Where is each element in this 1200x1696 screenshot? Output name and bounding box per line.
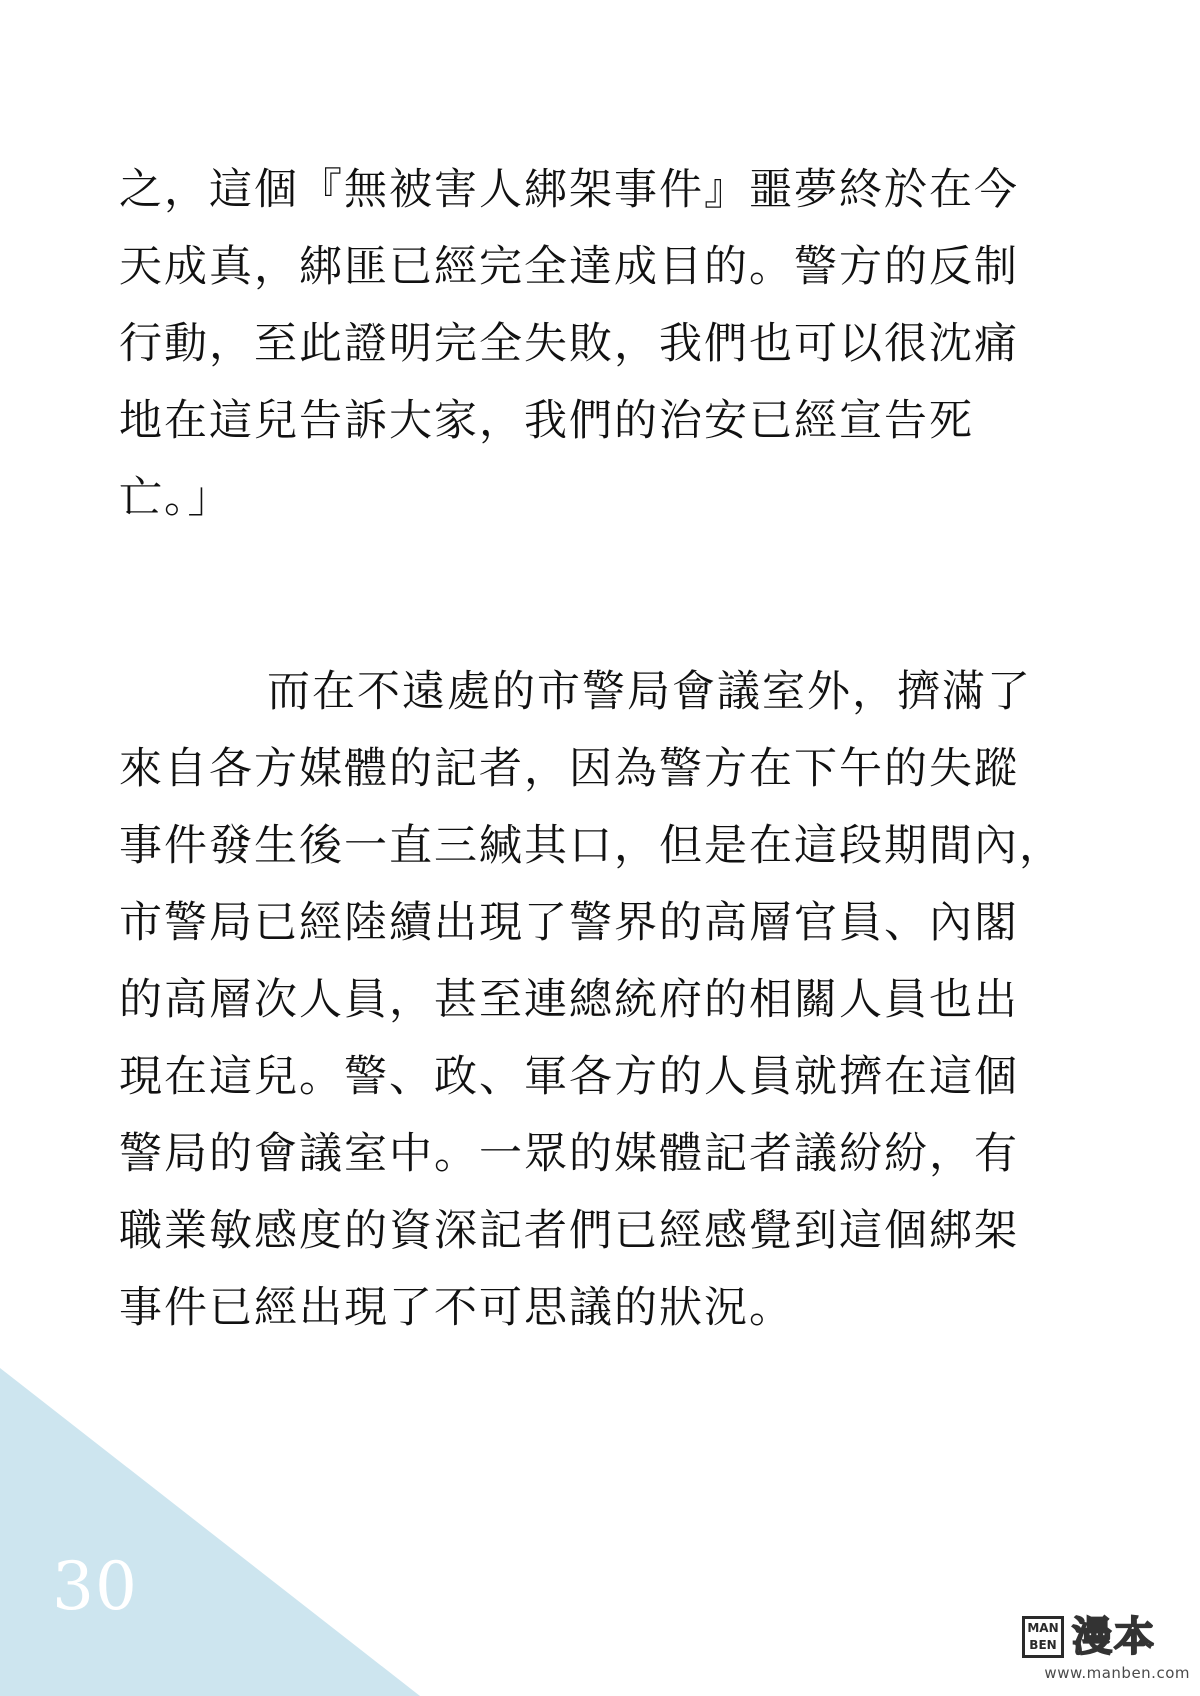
text-line: 警局的會議室中。一眾的媒體記者議紛紛，有	[119, 1129, 1019, 1179]
text-line-indented: 而在不遠處的市警局會議室外，擠滿了	[267, 667, 1032, 717]
text-line: 來自各方媒體的記者，因為警方在下午的失蹤	[119, 744, 1019, 794]
text-line: 天成真，綁匪已經完全達成目的。警方的反制	[119, 242, 1019, 292]
page-number: 30	[52, 1548, 138, 1625]
text-line: 市警局已經陸續出現了警界的高層官員、內閣	[119, 898, 1019, 948]
watermark-logo-icon: MAN BEN	[1022, 1616, 1064, 1658]
text-line: 亡。」	[119, 473, 233, 523]
watermark-name: 漫本	[1072, 1614, 1156, 1660]
paragraph-1	[119, 152, 1099, 537]
text-line: 地在這兒告訴大家，我們的治安已經宣告死	[119, 396, 974, 446]
text-line: 行動，至此證明完全失敗，我們也可以很沈痛	[119, 319, 1019, 369]
watermark-url: www.manben.com	[1044, 1664, 1190, 1682]
text-line: 的高層次人員，甚至連總統府的相關人員也出	[119, 975, 1019, 1025]
text-line: 職業敏感度的資深記者們已經感覺到這個綁架	[119, 1206, 1019, 1256]
text-line: 現在這兒。警、政、軍各方的人員就擠在這個	[119, 1052, 1019, 1102]
text-line: 事件發生後一直三緘其口，但是在這段期間內，	[119, 821, 1064, 871]
text-line: 事件已經出現了不可思議的狀況。	[119, 1283, 794, 1333]
watermark	[1022, 1614, 1192, 1692]
paragraph-2	[119, 654, 1099, 1347]
corner-decoration-triangle	[0, 1368, 420, 1696]
text-line: 之，這個『無被害人綁架事件』噩夢終於在今	[119, 165, 1019, 215]
